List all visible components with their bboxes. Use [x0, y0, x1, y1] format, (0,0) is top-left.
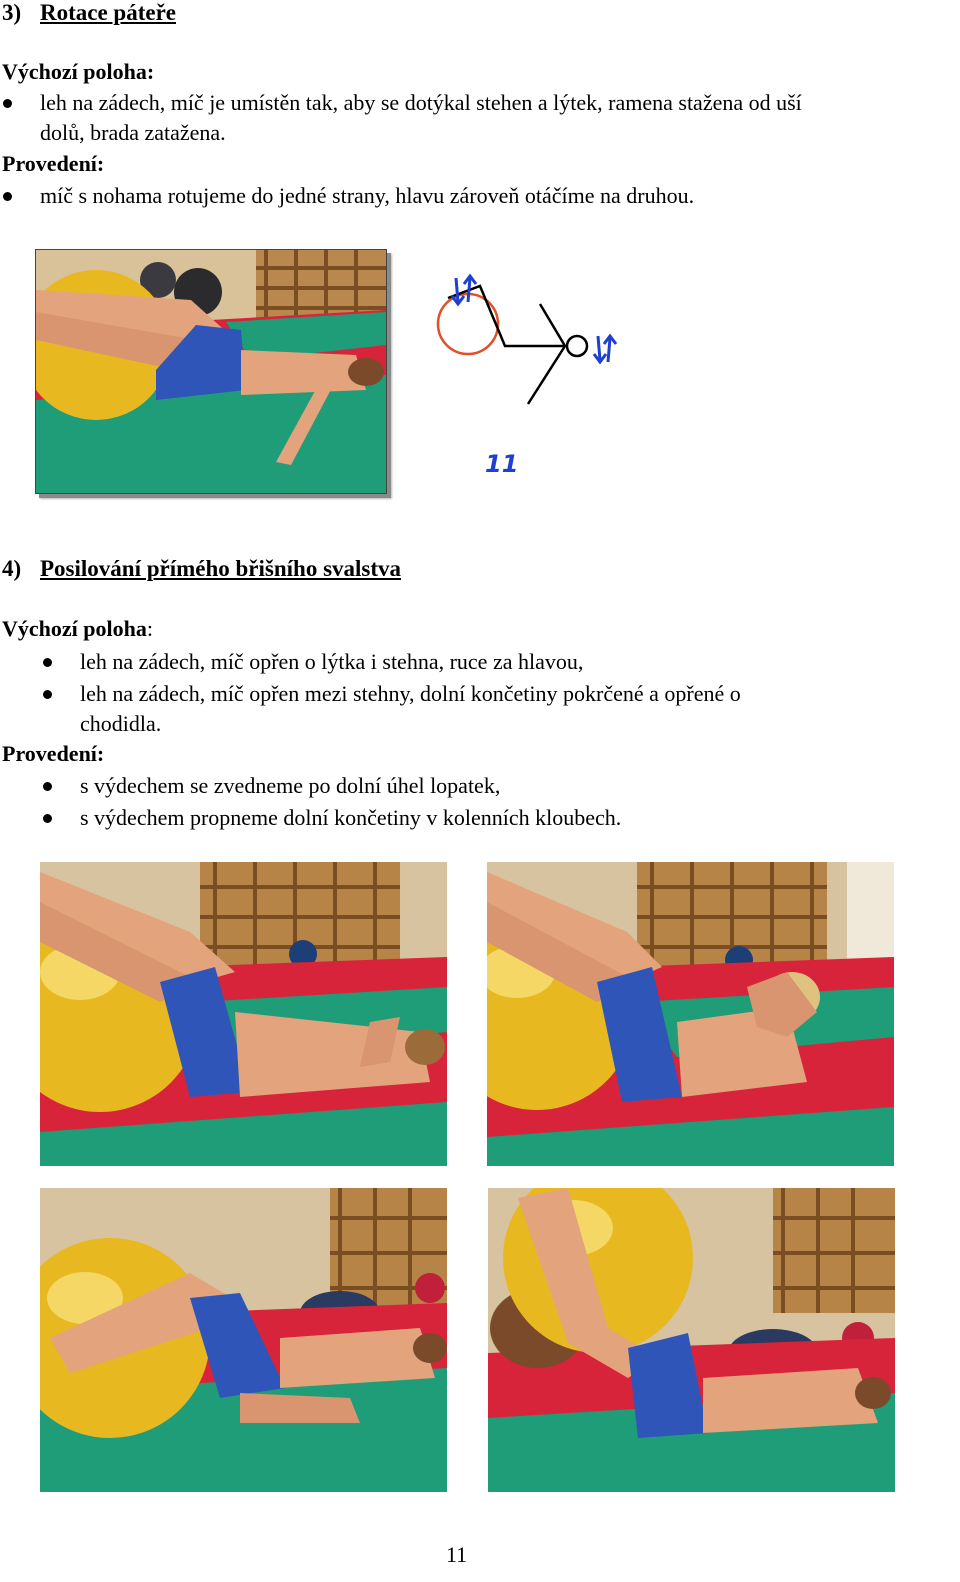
section-3-start-item-1-line1: leh na zádech, míč je umístěn tak, aby se dotýkal stehen a lýtek, ramena stažena od uší — [40, 90, 802, 115]
section-4-start-item-1: leh na zádech, míč opřen o lýtka i stehna, ruce za hlavou, — [80, 649, 584, 674]
bullet-icon — [43, 782, 52, 791]
section-3-exec-label: Provedení: — [2, 151, 105, 176]
bullet-icon — [43, 658, 52, 667]
exercise-photo-crunch — [487, 862, 894, 1166]
section-3-heading — [2, 0, 176, 26]
section-3-title: Rotace páteře — [40, 0, 177, 25]
exercise-photo-start-b — [40, 1188, 447, 1492]
section-4-start-label: Výchozí poloha: — [2, 616, 153, 641]
section-3-start-item-1-line2: dolů, brada zatažena. — [40, 120, 226, 145]
bullet-icon — [3, 99, 12, 108]
page-number: 11 — [446, 1542, 468, 1567]
section-4-title: Posilování přímého břišního svalstva — [40, 556, 402, 581]
section-3-number: 3) — [2, 0, 22, 25]
rotation-diagram — [430, 258, 630, 488]
section-4-exec-label: Provedení: — [2, 741, 105, 766]
section-4-start-item-2-line2: chodidla. — [80, 711, 162, 736]
section-3-start-label: Výchozí poloha: — [2, 59, 155, 84]
diagram-label: 11 — [485, 450, 519, 478]
bullet-icon — [3, 192, 12, 201]
diagram-ball-icon — [438, 294, 498, 354]
section-4-exec-item-1: s výdechem se zvedneme po dolní úhel lopatek, — [80, 773, 501, 798]
section-4-number: 4) — [2, 556, 22, 581]
bullet-icon — [43, 814, 52, 823]
exercise-photo-start-a — [40, 862, 447, 1166]
bullet-icon — [43, 690, 52, 699]
section-4-exec-item-2: s výdechem propneme dolní končetiny v kolenních kloubech. — [80, 805, 622, 830]
section-4-start-item-2-line1: leh na zádech, míč opřen mezi stehny, dolní končetiny pokrčené a opřené o — [80, 681, 741, 706]
exercise-photo-rotation — [35, 249, 387, 494]
section-3-exec-item-1: míč s nohama rotujeme do jedné strany, hlavu zároveň otáčíme na druhou. — [40, 183, 695, 208]
section-4-heading — [2, 556, 401, 582]
exercise-photo-leg-extension — [488, 1188, 895, 1492]
